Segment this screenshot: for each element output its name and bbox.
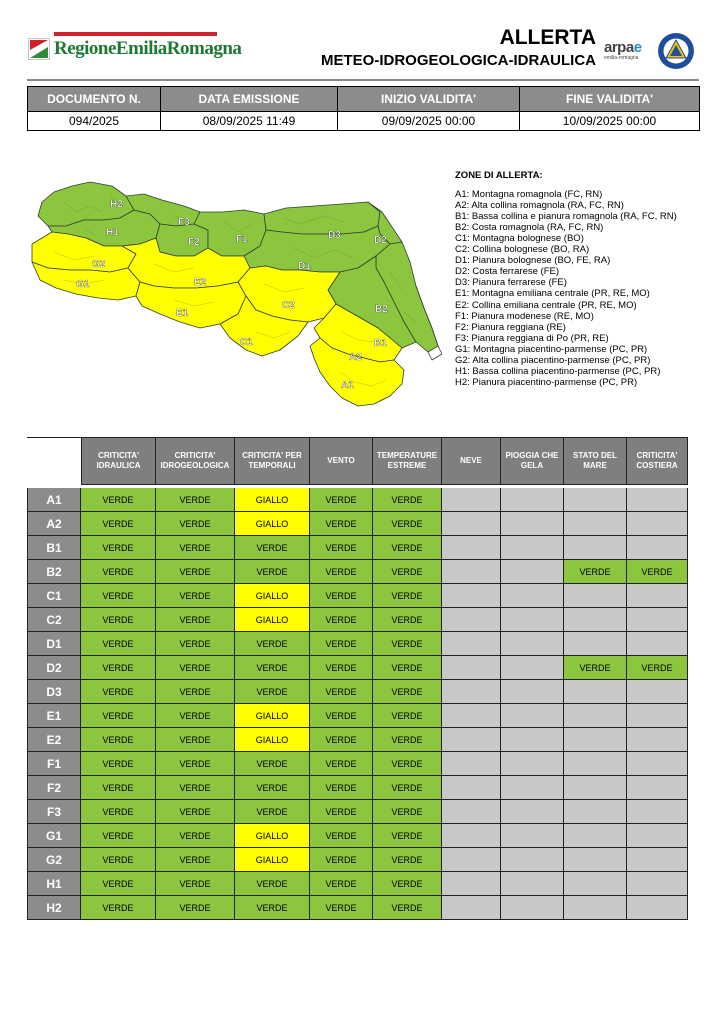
alert-level-cell: VERDE — [373, 776, 442, 800]
zone-cell: E1 — [27, 704, 81, 728]
table-row — [27, 872, 688, 896]
legend-item: A1: Montagna romagnola (FC, RN) — [455, 189, 603, 201]
zone-cell: D3 — [27, 680, 81, 704]
alert-level-cell — [627, 800, 688, 824]
zone-cell: D1 — [27, 632, 81, 656]
alert-level-cell: VERDE — [156, 824, 235, 848]
map-label-H1: H1 — [106, 227, 119, 238]
zone-cell: B2 — [27, 560, 81, 584]
alert-level-cell: GIALLO — [235, 704, 310, 728]
alert-level-cell — [501, 848, 564, 872]
alert-level-cell: GIALLO — [235, 584, 310, 608]
arpae-logo-subtext: emilia-romagna — [604, 55, 639, 61]
alert-level-cell — [442, 608, 501, 632]
alert-level-cell: VERDE — [310, 488, 373, 512]
alert-level-cell: GIALLO — [235, 488, 310, 512]
map-label-B1: B1 — [374, 338, 387, 349]
alert-level-cell: VERDE — [81, 824, 156, 848]
alert-level-cell: VERDE — [81, 488, 156, 512]
zone-area-F2 — [156, 224, 208, 256]
alert-level-cell: GIALLO — [235, 512, 310, 536]
alert-level-cell: VERDE — [81, 704, 156, 728]
alert-level-cell — [442, 848, 501, 872]
alert-level-cell — [627, 848, 688, 872]
alert-level-cell — [442, 680, 501, 704]
alert-level-cell: VERDE — [373, 824, 442, 848]
alert-level-cell: VERDE — [156, 704, 235, 728]
alert-level-cell — [564, 536, 627, 560]
doc-number-value: 094/2025 — [28, 112, 161, 131]
alert-level-cell: VERDE — [373, 872, 442, 896]
alert-level-cell: VERDE — [373, 488, 442, 512]
alert-level-cell — [501, 536, 564, 560]
zone-cell: F1 — [27, 752, 81, 776]
alert-level-cell — [627, 728, 688, 752]
table-row — [27, 800, 688, 824]
alert-level-cell — [442, 536, 501, 560]
alert-level-cell — [442, 824, 501, 848]
legend-item: B2: Costa romagnola (RA, FC, RN) — [455, 222, 604, 234]
alert-level-cell: VERDE — [373, 584, 442, 608]
legend-item: G1: Montagna piacentino-parmense (PC, PR) — [455, 343, 648, 355]
alert-level-cell: VERDE — [373, 536, 442, 560]
zone-cell: A1 — [27, 488, 81, 512]
table-corner — [27, 437, 81, 485]
map-label-B2: B2 — [375, 304, 388, 315]
alert-level-cell: VERDE — [564, 656, 627, 680]
alert-level-cell: VERDE — [81, 728, 156, 752]
alert-level-cell: VERDE — [373, 656, 442, 680]
map-label-G2: G2 — [92, 259, 106, 270]
col-header-costiera: CRITICITA' COSTIERA — [627, 437, 688, 485]
alert-level-cell: VERDE — [81, 680, 156, 704]
legend-item: D2: Costa ferrarese (FE) — [455, 266, 559, 278]
alert-level-cell — [627, 512, 688, 536]
legend-item: D1: Pianura bolognese (BO, FE, RA) — [455, 255, 611, 267]
alert-level-cell: VERDE — [156, 512, 235, 536]
table-row — [27, 680, 688, 704]
alert-level-cell: VERDE — [156, 776, 235, 800]
alert-level-cell: VERDE — [310, 848, 373, 872]
alert-level-cell: VERDE — [235, 872, 310, 896]
alert-level-cell — [627, 752, 688, 776]
alert-level-cell: VERDE — [373, 752, 442, 776]
zone-cell: E2 — [27, 728, 81, 752]
legend-item: F3: Pianura reggiana di Po (PR, RE) — [455, 332, 609, 344]
alert-level-cell — [627, 488, 688, 512]
alert-level-cell — [501, 680, 564, 704]
civil-protection-seal-icon — [657, 32, 695, 70]
map-label-F2: F2 — [188, 237, 200, 248]
alert-level-cell: VERDE — [373, 800, 442, 824]
legend-item: A2: Alta collina romagnola (RA, FC, RN) — [455, 200, 624, 212]
map-label-E2: E2 — [194, 277, 207, 288]
col-header-stato-mare: STATO DEL MARE — [564, 437, 627, 485]
alert-level-cell — [564, 800, 627, 824]
table-row — [27, 824, 688, 848]
alert-level-cell: VERDE — [156, 632, 235, 656]
alert-level-cell: VERDE — [310, 896, 373, 920]
alert-level-cell — [627, 824, 688, 848]
col-header-idraulica: CRITICITA' IDRAULICA — [81, 437, 156, 485]
map-label-D3: D3 — [328, 230, 341, 241]
alert-level-cell: VERDE — [156, 536, 235, 560]
alert-level-cell — [501, 488, 564, 512]
zone-cell: F3 — [27, 800, 81, 824]
alert-level-cell: VERDE — [235, 800, 310, 824]
alert-level-cell — [442, 512, 501, 536]
legend-item: F1: Pianura modenese (RE, MO) — [455, 310, 594, 322]
alert-level-cell — [564, 488, 627, 512]
alert-level-cell: VERDE — [310, 656, 373, 680]
alert-level-cell — [442, 728, 501, 752]
alert-level-cell: VERDE — [156, 656, 235, 680]
alert-level-cell — [627, 608, 688, 632]
table-row — [27, 632, 688, 656]
map-label-D1: D1 — [298, 261, 311, 272]
alert-level-cell: VERDE — [81, 536, 156, 560]
table-row — [27, 512, 688, 536]
alert-level-cell — [564, 824, 627, 848]
alert-level-cell: VERDE — [310, 680, 373, 704]
alert-level-cell — [501, 800, 564, 824]
alert-level-cell: VERDE — [81, 632, 156, 656]
alert-level-cell: VERDE — [156, 608, 235, 632]
zone-cell: A2 — [27, 512, 81, 536]
alert-level-cell: VERDE — [373, 608, 442, 632]
alert-level-cell — [627, 872, 688, 896]
alert-level-cell: VERDE — [373, 512, 442, 536]
zone-cell: C2 — [27, 608, 81, 632]
alert-level-cell — [564, 512, 627, 536]
alert-level-cell: VERDE — [156, 848, 235, 872]
alert-level-cell — [564, 728, 627, 752]
col-header-temporali: CRITICITA' PER TEMPORALI — [235, 437, 310, 485]
zone-cell: H1 — [27, 872, 81, 896]
map-label-F3: F3 — [178, 217, 190, 228]
legend-title: ZONE DI ALLERTA: — [455, 170, 543, 181]
arpae-logo-text: arpae — [604, 39, 642, 56]
alert-level-cell: VERDE — [373, 704, 442, 728]
alert-level-cell: VERDE — [310, 608, 373, 632]
alert-level-cell — [501, 776, 564, 800]
alert-level-cell: GIALLO — [235, 728, 310, 752]
logo-red-bar — [54, 32, 217, 36]
header-divider — [27, 79, 699, 81]
alert-level-cell — [442, 752, 501, 776]
map-label-D2: D2 — [374, 235, 387, 246]
alert-level-cell: VERDE — [310, 560, 373, 584]
page-title: ALLERTA — [499, 26, 596, 49]
doc-number-header: DOCUMENTO N. — [28, 87, 161, 112]
alert-level-cell: VERDE — [235, 680, 310, 704]
alert-level-cell — [627, 704, 688, 728]
zone-cell: G2 — [27, 848, 81, 872]
alert-level-cell: VERDE — [81, 656, 156, 680]
legend-item: C1: Montagna bolognese (BO) — [455, 233, 584, 245]
alert-level-cell — [564, 848, 627, 872]
alert-level-cell: GIALLO — [235, 848, 310, 872]
table-row — [27, 896, 688, 920]
alert-level-cell — [501, 752, 564, 776]
legend-item: H1: Bassa collina piacentino-parmense (PC, PR) — [455, 365, 661, 377]
region-flag-icon — [28, 38, 50, 60]
alert-level-cell: VERDE — [373, 728, 442, 752]
alert-level-cell: VERDE — [310, 584, 373, 608]
alert-level-cell: VERDE — [373, 632, 442, 656]
col-header-vento: VENTO — [310, 437, 373, 485]
zone-cell: G1 — [27, 824, 81, 848]
alert-level-cell: VERDE — [81, 560, 156, 584]
alert-level-cell — [501, 512, 564, 536]
zone-cell: C1 — [27, 584, 81, 608]
table-row — [27, 728, 688, 752]
alert-level-cell — [501, 560, 564, 584]
alert-level-cell — [627, 896, 688, 920]
alert-level-cell: GIALLO — [235, 824, 310, 848]
alert-levels-table — [27, 437, 688, 920]
alert-level-cell — [564, 776, 627, 800]
col-header-neve: NEVE — [442, 437, 501, 485]
alert-level-cell — [442, 488, 501, 512]
valid-from-value: 09/09/2025 00:00 — [338, 112, 520, 131]
alert-level-cell — [442, 800, 501, 824]
table-row — [27, 560, 688, 584]
alert-level-cell — [627, 584, 688, 608]
alert-level-cell: VERDE — [235, 536, 310, 560]
document-info-header-row — [28, 87, 700, 112]
alert-level-cell: VERDE — [310, 728, 373, 752]
arpae-logo — [604, 40, 652, 64]
legend-item: G2: Alta collina piacentino-parmense (PC, PR) — [455, 354, 651, 366]
alert-level-cell — [442, 584, 501, 608]
alert-level-cell: VERDE — [156, 800, 235, 824]
zone-cell: D2 — [27, 656, 81, 680]
region-logo-text: RegioneEmiliaRomagna — [54, 38, 242, 59]
alert-level-cell — [442, 872, 501, 896]
table-row — [27, 656, 688, 680]
legend-item: E2: Collina emiliana centrale (PR, RE, MO) — [455, 299, 637, 311]
alert-level-cell — [564, 680, 627, 704]
alert-level-cell: VERDE — [627, 560, 688, 584]
document-info-table — [27, 86, 700, 131]
alert-level-cell: VERDE — [156, 560, 235, 584]
issue-date-header: DATA EMISSIONE — [161, 87, 338, 112]
table-row — [27, 776, 688, 800]
alert-level-cell — [501, 728, 564, 752]
table-row — [27, 488, 688, 512]
alert-level-cell — [501, 608, 564, 632]
alert-level-cell — [501, 704, 564, 728]
alert-level-cell: VERDE — [310, 752, 373, 776]
alert-level-cell — [442, 896, 501, 920]
table-row — [27, 608, 688, 632]
col-header-idrogeologica: CRITICITA' IDROGEOLOGICA — [156, 437, 235, 485]
alert-level-cell: VERDE — [310, 800, 373, 824]
alert-level-cell: VERDE — [373, 848, 442, 872]
zone-cell: B1 — [27, 536, 81, 560]
alert-level-cell: VERDE — [156, 728, 235, 752]
col-header-pioggia-gela: PIOGGIA CHE GELA — [501, 437, 564, 485]
alert-level-cell: VERDE — [235, 896, 310, 920]
alert-level-cell: VERDE — [81, 752, 156, 776]
alert-level-cell: VERDE — [81, 512, 156, 536]
legend-item: D3: Pianura ferrarese (FE) — [455, 277, 567, 289]
alert-level-cell: VERDE — [627, 656, 688, 680]
alert-zones-map — [24, 172, 444, 410]
alert-level-cell: GIALLO — [235, 608, 310, 632]
alert-level-cell: VERDE — [81, 848, 156, 872]
alert-level-cell — [442, 776, 501, 800]
region-logo — [28, 34, 242, 64]
alert-level-cell — [501, 896, 564, 920]
alert-level-cell: VERDE — [235, 752, 310, 776]
legend-item: E1: Montagna emiliana centrale (PR, RE, MO) — [455, 288, 650, 300]
map-label-C2: C2 — [282, 300, 295, 311]
alert-level-cell: VERDE — [156, 872, 235, 896]
col-header-temperature: TEMPERATURE ESTREME — [373, 437, 442, 485]
legend-item: F2: Pianura reggiana (RE) — [455, 321, 566, 333]
issue-date-value: 08/09/2025 11:49 — [161, 112, 338, 131]
alert-level-cell — [442, 560, 501, 584]
alert-level-cell — [442, 632, 501, 656]
alert-level-cell: VERDE — [235, 656, 310, 680]
alert-level-cell: VERDE — [310, 536, 373, 560]
alert-level-cell: VERDE — [156, 488, 235, 512]
table-row — [27, 704, 688, 728]
alert-level-cell — [627, 776, 688, 800]
alert-level-cell: VERDE — [235, 776, 310, 800]
alert-level-cell: VERDE — [156, 584, 235, 608]
alert-level-cell: VERDE — [81, 584, 156, 608]
table-row — [27, 848, 688, 872]
alert-level-cell — [627, 632, 688, 656]
alert-level-cell: VERDE — [81, 896, 156, 920]
table-header-row — [27, 437, 688, 485]
valid-to-value: 10/09/2025 00:00 — [520, 112, 700, 131]
map-label-A1: A1 — [341, 380, 354, 391]
alert-level-cell: VERDE — [81, 608, 156, 632]
alert-level-cell — [501, 824, 564, 848]
alert-level-cell — [564, 608, 627, 632]
map-label-F1: F1 — [236, 234, 248, 245]
alert-level-cell: VERDE — [310, 872, 373, 896]
alert-level-cell: VERDE — [81, 872, 156, 896]
zone-cell: F2 — [27, 776, 81, 800]
alert-level-cell: VERDE — [310, 512, 373, 536]
legend-item: H2: Pianura piacentino-parmense (PC, PR) — [455, 376, 638, 388]
alert-level-cell: VERDE — [373, 896, 442, 920]
table-row — [27, 536, 688, 560]
alert-level-cell: VERDE — [235, 632, 310, 656]
alert-level-cell: VERDE — [156, 752, 235, 776]
map-label-C1: C1 — [240, 337, 253, 348]
alert-level-cell: VERDE — [373, 680, 442, 704]
alert-level-cell — [501, 584, 564, 608]
map-label-H2: H2 — [110, 199, 123, 210]
alert-level-cell — [501, 632, 564, 656]
alert-level-cell — [627, 680, 688, 704]
alert-level-cell — [564, 872, 627, 896]
alert-level-cell — [442, 656, 501, 680]
legend-item: C2: Collina bolognese (BO, RA) — [455, 244, 590, 256]
alert-level-cell: VERDE — [310, 824, 373, 848]
zones-legend — [455, 170, 715, 388]
alert-level-cell: VERDE — [156, 896, 235, 920]
zone-area-D3 — [264, 202, 380, 234]
alert-level-cell: VERDE — [310, 776, 373, 800]
page-subtitle: METEO-IDROGEOLOGICA-IDRAULICA — [321, 52, 596, 69]
zone-cell: H2 — [27, 896, 81, 920]
legend-item: B1: Bassa collina e pianura romagnola (RA, FC, RN) — [455, 211, 677, 223]
alert-level-cell: VERDE — [156, 680, 235, 704]
map-label-A2: A2 — [349, 352, 362, 363]
alert-level-cell: VERDE — [373, 560, 442, 584]
alert-level-cell — [501, 872, 564, 896]
alert-level-cell — [501, 656, 564, 680]
map-label-E1: E1 — [176, 308, 189, 319]
map-label-G1: G1 — [76, 279, 90, 290]
alert-level-cell — [564, 704, 627, 728]
alert-level-cell — [564, 896, 627, 920]
table-row — [27, 584, 688, 608]
table-row — [27, 752, 688, 776]
alert-level-cell — [564, 632, 627, 656]
alert-level-cell — [564, 584, 627, 608]
valid-from-header: INIZIO VALIDITA' — [338, 87, 520, 112]
alert-level-cell: VERDE — [310, 704, 373, 728]
alert-level-cell: VERDE — [81, 800, 156, 824]
document-info-value-row — [28, 112, 700, 131]
alert-level-cell: VERDE — [310, 632, 373, 656]
alert-level-cell — [627, 536, 688, 560]
alert-level-cell — [442, 704, 501, 728]
alert-level-cell: VERDE — [81, 776, 156, 800]
alert-level-cell: VERDE — [235, 560, 310, 584]
valid-to-header: FINE VALIDITA' — [520, 87, 700, 112]
alert-level-cell: VERDE — [564, 560, 627, 584]
alert-level-cell — [564, 752, 627, 776]
